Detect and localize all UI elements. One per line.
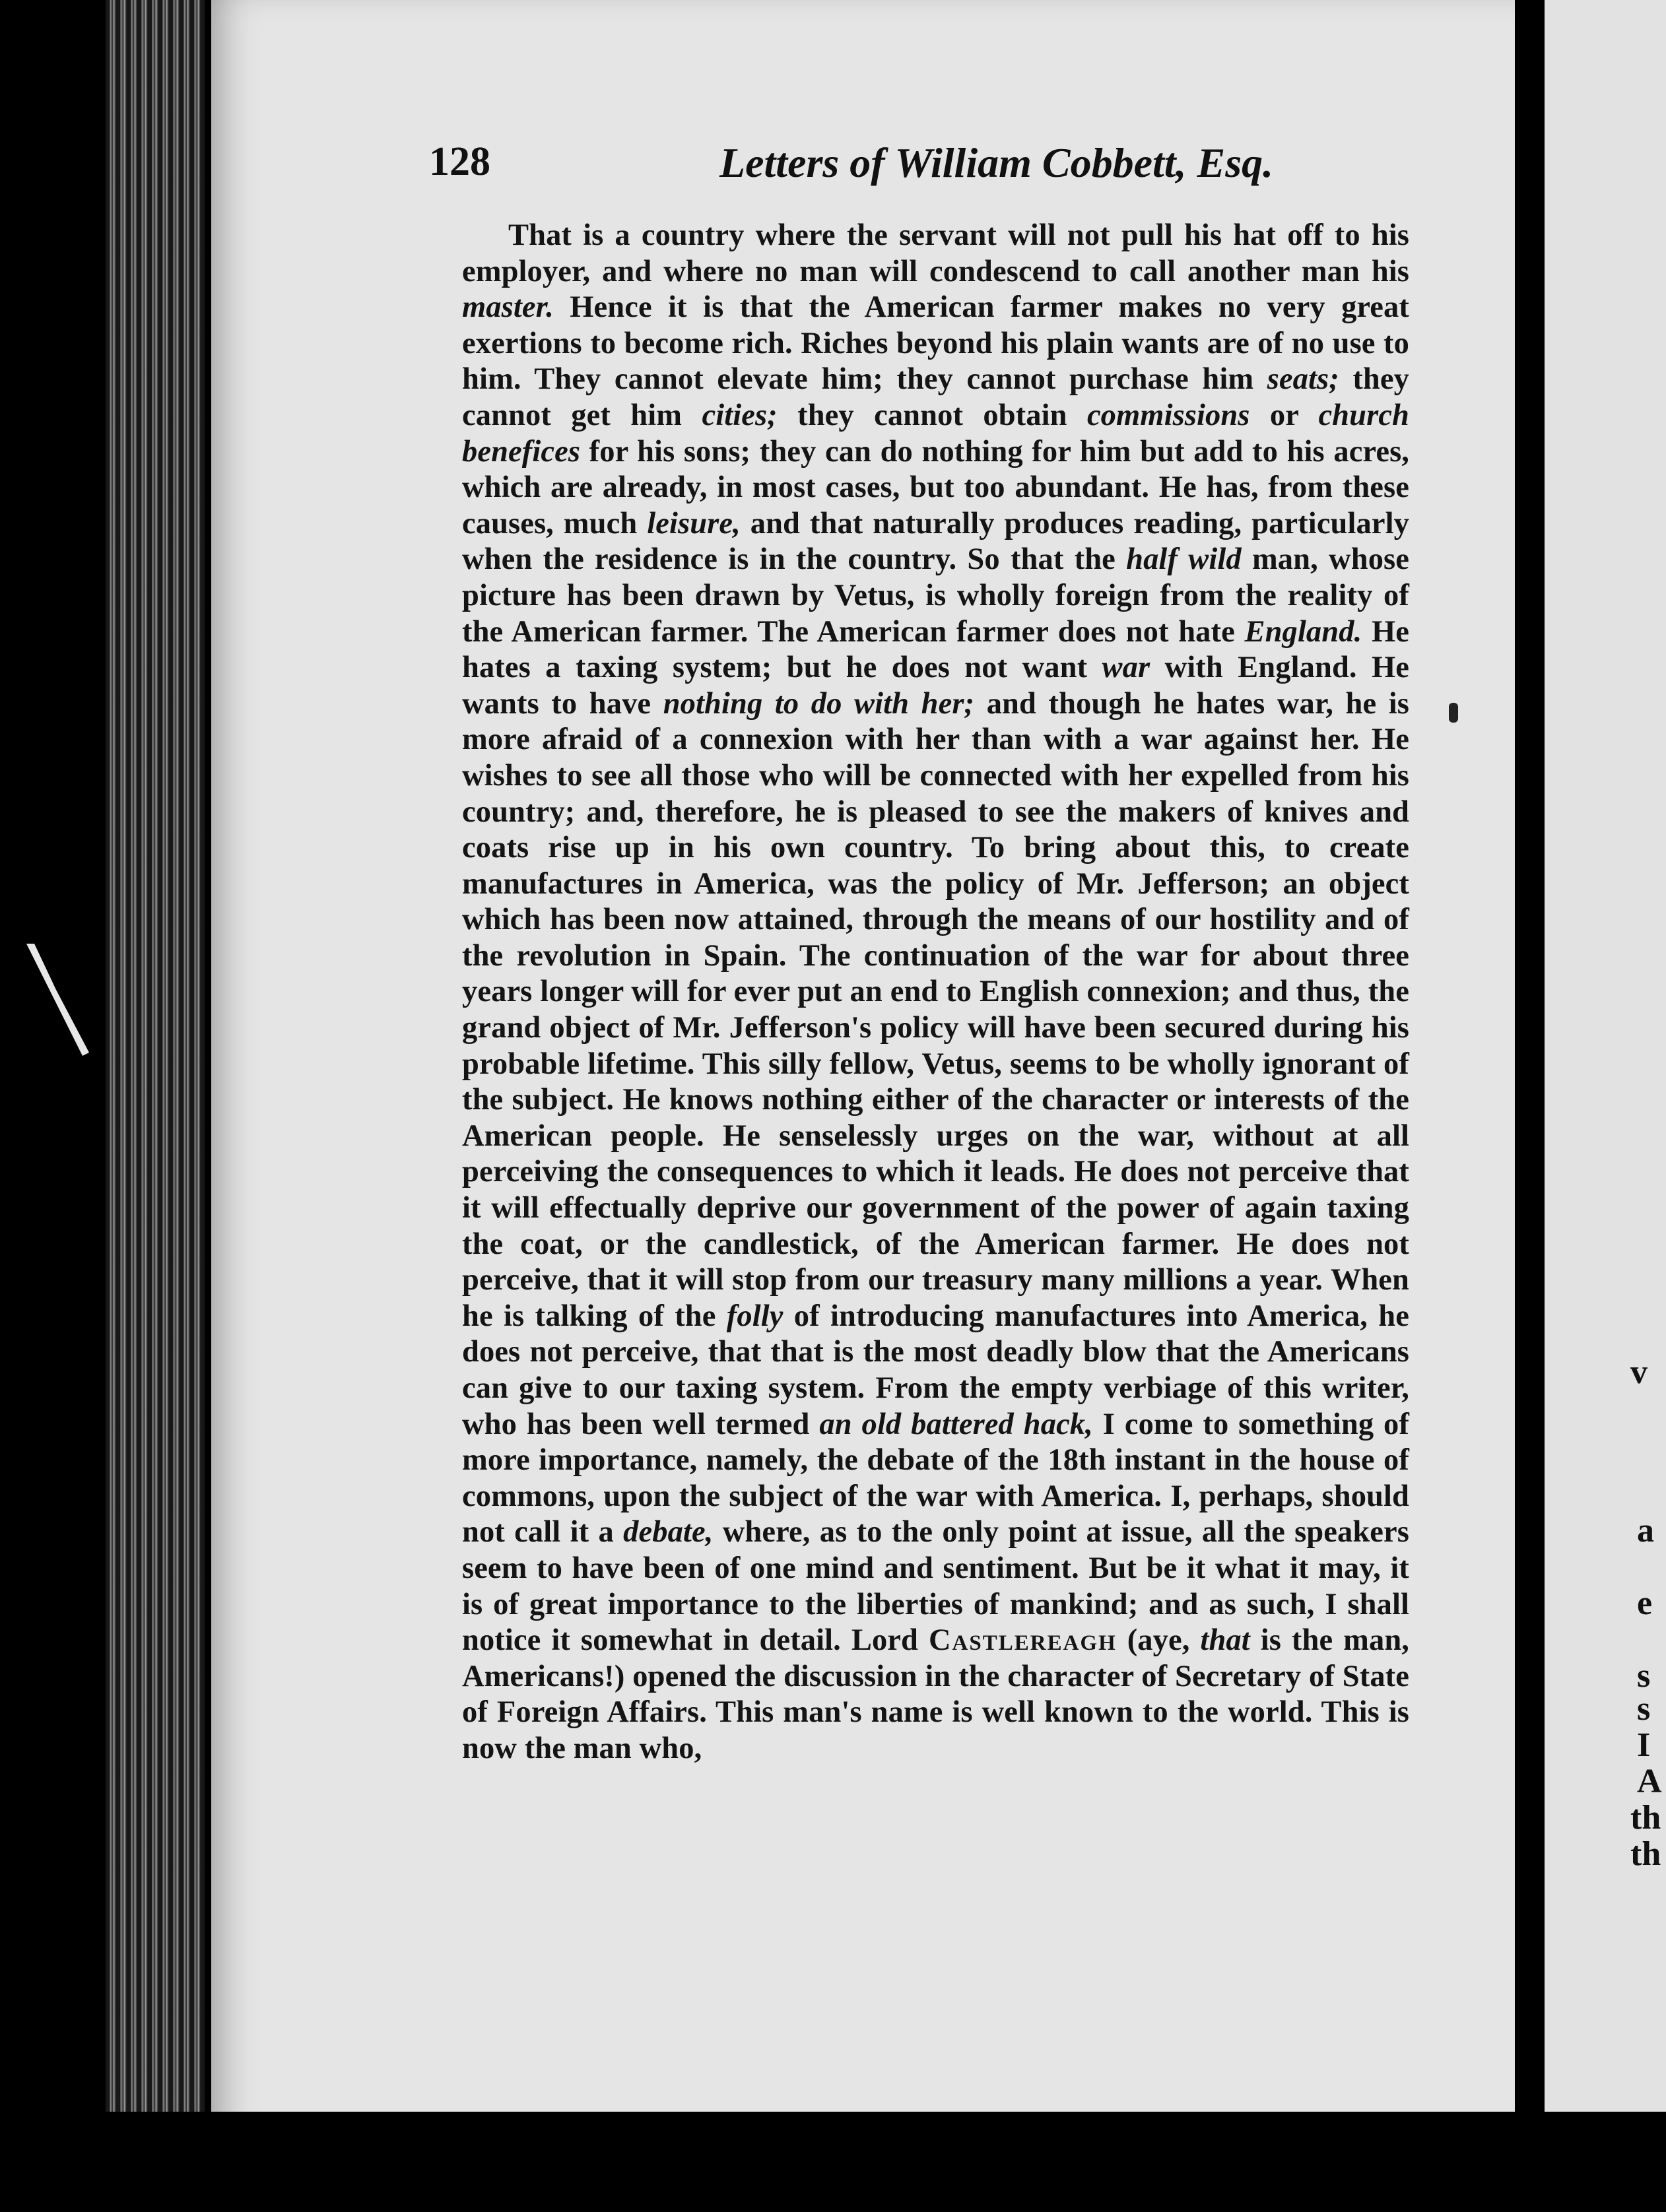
text-run: He hates a taxing system; but he does not want (462, 614, 1409, 685)
italic-run: nothing to do with her; (663, 686, 975, 721)
italic-run: that (1200, 1623, 1250, 1658)
margin-mark (1449, 703, 1458, 723)
italic-run: master. (462, 290, 554, 325)
adjacent-page-fragment: s (1637, 1657, 1651, 1695)
adjacent-page (1545, 0, 1666, 2212)
page-number: 128 (429, 139, 490, 184)
text-run: is the man, Americans!) opened the discussion in the character of Secretary of State of Foreign Affairs. This man's name is well known to the world. This is now the man who, (462, 1623, 1410, 1765)
paragraph (462, 218, 1409, 1767)
text-run: they cannot obtain (777, 398, 1087, 432)
text-run: with England. He wants to have (462, 651, 1410, 721)
adjacent-page-fragment: th (1630, 1799, 1661, 1837)
body-text (462, 218, 1409, 1767)
text-run: or (1250, 398, 1319, 432)
book-page-edges (106, 0, 205, 2212)
italic-run: debate, (623, 1515, 714, 1549)
italic-run: seats; (1267, 362, 1339, 397)
text-run: and though he hates war, he is more afraid of a connexion with her than with a war against her. He wishes to see all those who will be connected with her expelled from his country; and, therefore, he is pleased to see the makers of knives and coats rise up in his own country. To bring about this, to create manufactures in America, was the policy of Mr. Jefferson; an object which has been now attained, through the means of our hostility and of the revolution in Spain. The continuation of the war for about three years longer will for ever put an end to English connexion; and thus, the grand object of Mr. Jefferson's policy will have been secured during his probable lifetime. This silly fellow, Vetus, seems to be wholly ignorant of the subject. He knows nothing either of the character or interests of the American people. He senselessly urges on the war, without at all perceiving the consequences to which it leads. He does not perceive that it will effectually deprive our government of the power of again taxing the coat, or the candlestick, of the American farmer. He does not perceive, that it will stop from our treasury many millions a year. When he is talking of the (462, 686, 1410, 1333)
text-run: for his sons; they can do nothing for him but add to his acres, which are already, in most cases, but too abundant. He has, from these causes, much (462, 434, 1409, 540)
italic-run: an old battered hack, (819, 1407, 1093, 1441)
text-run: they cannot get him (462, 362, 1409, 432)
running-head-title: Letters of William Cobbett, Esq. (719, 139, 1274, 186)
adjacent-page-fragment: s (1637, 1690, 1651, 1728)
text-run: where, as to the only point at issue, all the speakers seem to have been of one mind and sentiment. But be it what it may, it is of great importance to the liberties of mankind; and as such, I shall notice it somewhat in detail. Lord (462, 1515, 1409, 1658)
smallcaps-run: Castlereagh (928, 1623, 1117, 1658)
italic-run: England. (1244, 614, 1362, 649)
adjacent-page-fragment: v (1630, 1353, 1648, 1391)
text-run: Hence it is that the American farmer makes no very great exertions to become rich. Riches beyond his plain wants are of no use to him. They cannot elevate him; they cannot purchase him (462, 290, 1409, 397)
italic-run: cities; (702, 398, 778, 432)
text-run: and that naturally produces reading, particularly when the residence is in the country. So that the (462, 506, 1409, 577)
text-run: (aye, (1116, 1623, 1201, 1658)
edge-scan-mark (20, 944, 92, 1056)
italic-run: half wild (1126, 542, 1242, 577)
page-gutter (1515, 0, 1545, 2212)
text-run: I come to something of more importance, namely, the debate of the 18th instant in the house of commons, upon the subject of the war with America. I, perhaps, should not call it a (462, 1407, 1409, 1549)
text-run: That is a country where the servant will not pull his hat off to his employer, and where no man will condescend to call another man his (462, 218, 1409, 288)
text-run: of introducing manufactures into America, he does not perceive, that that is the most deadly blow that the Americans can give to our taxing system. From the empty verbiage of this writer, who has been well termed (462, 1299, 1409, 1441)
italic-run: folly (726, 1299, 783, 1333)
adjacent-page-fragment: e (1637, 1584, 1653, 1622)
text-run: man, whose picture has been drawn by Vetus, is wholly foreign from the reality of the American farmer. The American farmer does not hate (462, 542, 1409, 649)
adjacent-page-fragment: I (1637, 1726, 1651, 1764)
italic-run: church benefices (462, 398, 1409, 469)
italic-run: war (1102, 651, 1150, 685)
running-head (429, 139, 1419, 198)
adjacent-page-fragment: th (1630, 1835, 1661, 1873)
italic-run: leisure, (647, 506, 741, 540)
italic-run: commissions (1086, 398, 1250, 432)
adjacent-page-fragment: a (1637, 1512, 1654, 1549)
adjacent-page-fragment: A (1637, 1763, 1662, 1800)
scan-bottom-border (0, 2112, 1666, 2212)
